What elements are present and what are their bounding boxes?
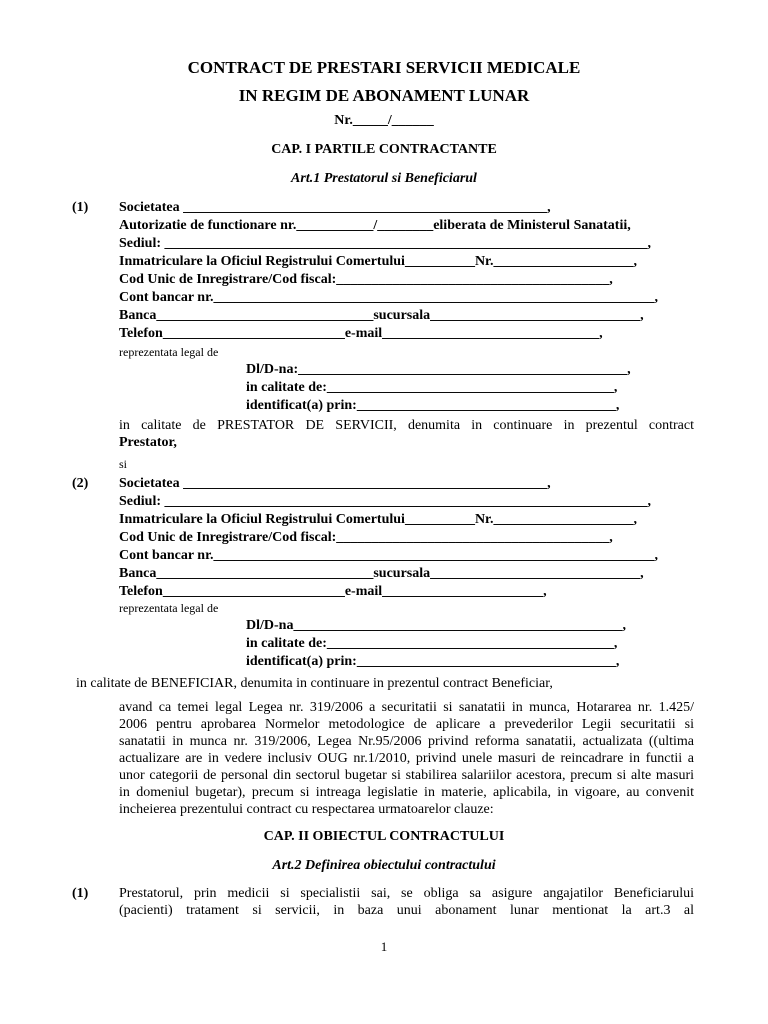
beneficiar-paragraph: in calitate de BENEFICIAR, denumita in continuare in prezentul contract Beneficiar, <box>76 676 553 691</box>
party-1-rep-name: Dl/D-na:_______________________________________________, <box>246 362 631 377</box>
party-1-cont: Cont bancar nr._______________________________________________________________, <box>119 290 659 305</box>
chapter-2-title: CAP. II OBIECTUL CONTRACTULUI <box>263 829 505 844</box>
party-1-rep-id: identificat(a) prin:_____________________________________, <box>246 398 620 413</box>
legal-basis-line-3: sanatatii in munca nr. 319/2006, Legea Nr.95/2006 privind reforma sanatatii, actualizata ((ultima <box>119 734 694 749</box>
prestator-paragraph: in calitate de PRESTATOR DE SERVICII, denumita in continuare in prezentul contract <box>119 418 694 433</box>
party-2-cui: Cod Unic de Inregistrare/Cod fiscal:_______________________________________, <box>119 530 613 545</box>
legal-basis-line-2: 2006 pentru aprobarea Normelor metodologice de aplicare a prevederilor Legii securitatii si <box>119 717 694 732</box>
article-2-marker: (1) <box>72 886 89 901</box>
party-1-societatea: Societatea ____________________________________________________, <box>119 200 551 215</box>
party-2-rep-label: reprezentata legal de <box>119 601 219 615</box>
contract-subtitle: IN REGIM DE ABONAMENT LUNAR <box>238 86 530 105</box>
party-2-cont: Cont bancar nr._______________________________________________________________, <box>119 548 659 563</box>
party-2-societatea: Societatea ____________________________________________________, <box>119 476 551 491</box>
party-2-marker: (2) <box>72 476 89 491</box>
party-1-banca: Banca_______________________________sucursala______________________________, <box>119 308 644 323</box>
article-2-line-1: Prestatorul, prin medicii si specialistii sai, se obliga sa asigure angajatilor Beneficiarului <box>119 886 694 901</box>
contract-title: CONTRACT DE PRESTARI SERVICII MEDICALE <box>187 58 581 77</box>
party-2-banca: Banca_______________________________sucursala______________________________, <box>119 566 644 581</box>
article-2-title: Art.2 Definirea obiectului contractului <box>272 858 496 873</box>
legal-basis-line-7: incheierea prezentului contract cu respectarea urmatoarelor clauze: <box>119 802 494 817</box>
party-1-registru: Inmatriculare la Oficiul Registrului Comertului__________Nr.____________________, <box>119 254 637 269</box>
contract-number: Nr._____/______ <box>334 113 434 128</box>
si-conjunction: si <box>119 457 128 471</box>
legal-basis-line-1: avand ca temei legal Legea nr. 319/2006 a securitatii si sanatatii in munca, Hotararea nr. 1.425/ <box>119 700 694 715</box>
page-number: 1 <box>380 939 388 954</box>
party-1-telefon: Telefon__________________________e-mail_______________________________, <box>119 326 603 341</box>
prestator-label: Prestator, <box>119 435 177 450</box>
legal-basis-line-6: in domeniul bugetar), precum si intreaga legislatie in materie, aplicabila, in vigoare, au convenit <box>119 785 694 800</box>
party-1-rep-role: in calitate de:_________________________________________, <box>246 380 618 395</box>
article-2-line-2: (pacienti) tratament si servicii, in baza unui abonament lunar mentionat la art.3 al <box>119 903 694 918</box>
party-2-rep-name: Dl/D-na_______________________________________________, <box>246 618 626 633</box>
party-2-rep-role: in calitate de:_________________________________________, <box>246 636 618 651</box>
party-2-rep-id: identificat(a) prin:_____________________________________, <box>246 654 620 669</box>
party-1-cui: Cod Unic de Inregistrare/Cod fiscal:_______________________________________, <box>119 272 613 287</box>
article-1-title: Art.1 Prestatorul si Beneficiarul <box>291 171 477 186</box>
party-2-registru: Inmatriculare la Oficiul Registrului Comertului__________Nr.____________________, <box>119 512 637 527</box>
party-1-sediul: Sediul: _____________________________________________________________________, <box>119 236 652 251</box>
party-1-rep-label: reprezentata legal de <box>119 345 219 359</box>
chapter-1-title: CAP. I PARTILE CONTRACTANTE <box>271 142 497 157</box>
legal-basis-line-5: unor categorii de personal din sectorul bugetar si stabilirea salariilor acestora, precum si alte masuri <box>119 768 694 783</box>
party-1-autorizatie: Autorizatie de functionare nr.___________/________eliberata de Ministerul Sanatatii, <box>119 218 631 233</box>
party-2-sediul: Sediul: _____________________________________________________________________, <box>119 494 652 509</box>
legal-basis-line-4: actualizare are in vedere inclusiv OUG nr.1/2010, privind unele masuri de reincadrare in functii a <box>119 751 694 766</box>
party-2-telefon: Telefon__________________________e-mail_______________________, <box>119 584 547 599</box>
party-1-marker: (1) <box>72 200 89 215</box>
